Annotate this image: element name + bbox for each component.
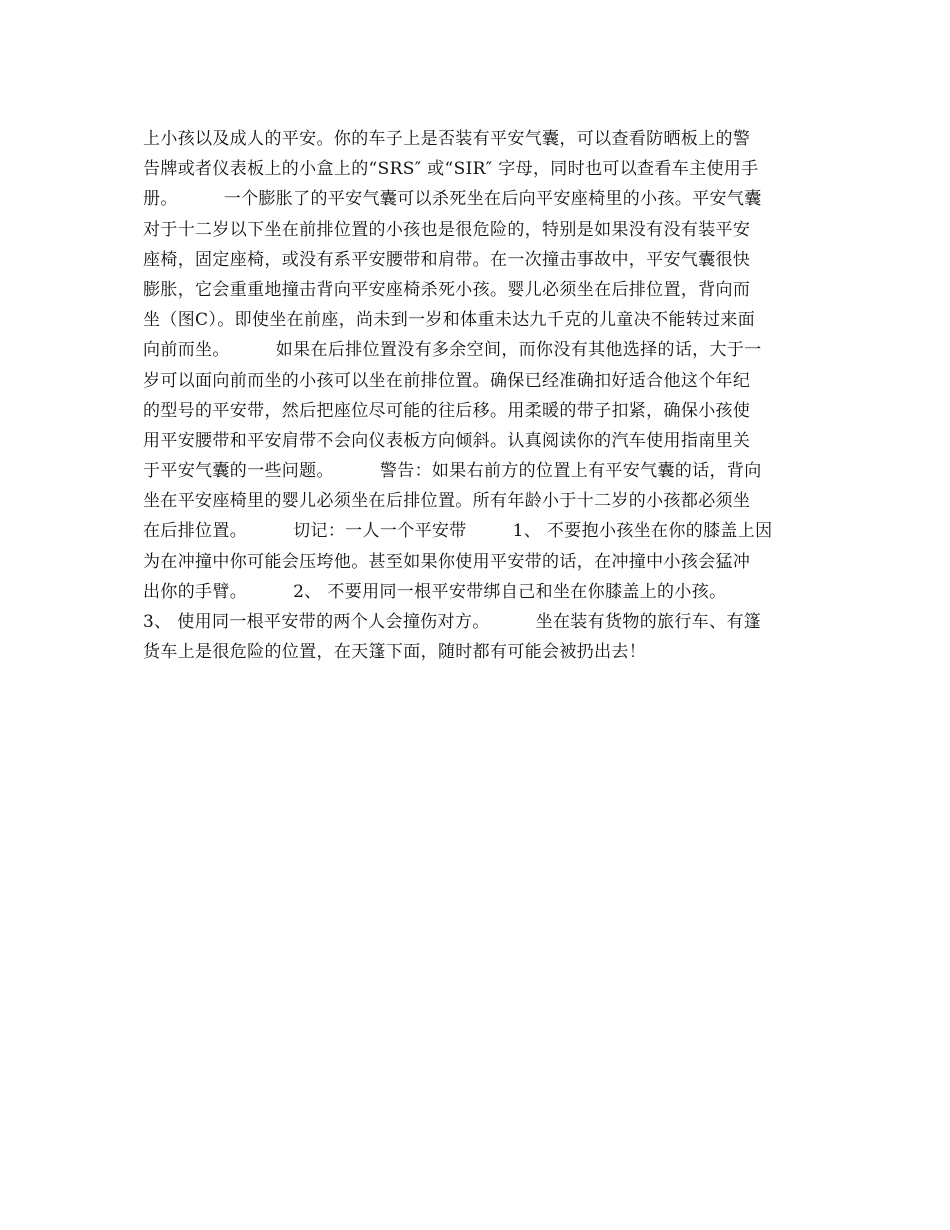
text-line: 上小孩以及成人的平安。你的车子上是否装有平安气囊，可以查看防晒板上的警 xyxy=(143,129,751,149)
text-line: 岁可以面向前而坐的小孩可以坐在前排位置。确保已经准确扣好适合他这个年纪 xyxy=(143,370,751,391)
text-line: 出你的手臂。 2、 不要用同一根平安带绑自己和坐在你膝盖上的小孩。 xyxy=(143,581,727,602)
text-line: 对于十二岁以下坐在前排位置的小孩也是很危险的，特别是如果没有没有装平安 xyxy=(143,219,751,240)
text-line: 货车上是很危险的位置，在天篷下面，随时都有可能会被扔出去！ xyxy=(143,642,647,663)
text-line: 膨胀，它会重重地撞击背向平安座椅杀死小孩。婴儿必须坐在后排位置，背向而 xyxy=(143,279,751,300)
text-line: 3、 使用同一根平安带的两个人会撞伤对方。 坐在装有货物的旅行车、有篷 xyxy=(143,612,762,632)
text-line: 坐在平安座椅里的婴儿必须坐在后排位置。所有年龄小于十二岁的小孩都必须坐 xyxy=(143,491,751,512)
body-text xyxy=(143,124,818,667)
text-line: 册。 一个膨胀了的平安气囊可以杀死坐在后向平安座椅里的小孩。平安气囊 xyxy=(143,189,762,210)
text-line: 于平安气囊的一些问题。 警告：如果右前方的位置上有平安气囊的话，背向 xyxy=(143,461,762,482)
text-line: 向前而坐。 如果在后排位置没有多余空间，而你没有其他选择的话，大于一 xyxy=(143,340,762,361)
text-line: 为在冲撞中你可能会压垮他。甚至如果你使用平安带的话，在冲撞中小孩会猛冲 xyxy=(143,551,751,572)
text-line: 用平安腰带和平安肩带不会向仪表板方向倾斜。认真阅读你的汽车使用指南里关 xyxy=(143,430,751,451)
text-line: 的型号的平安带，然后把座位尽可能的往后移。用柔暖的带子扣紧，确保小孩使 xyxy=(143,400,751,421)
text-line: 座椅，固定座椅，或没有系平安腰带和肩带。在一次撞击事故中，平安气囊很快 xyxy=(143,249,751,270)
text-line: 在后排位置。 切记：一人一个平安带 1、 不要抱小孩坐在你的膝盖上因 xyxy=(143,521,773,542)
text-line: 告牌或者仪表板上的小盒上的“SRS″ 或“SIR″ 字母，同时也可以查看车主使用手 xyxy=(143,159,759,180)
text-line: 坐（图C）。即使坐在前座，尚未到一岁和体重未达九千克的儿童决不能转过来面 xyxy=(143,310,756,331)
